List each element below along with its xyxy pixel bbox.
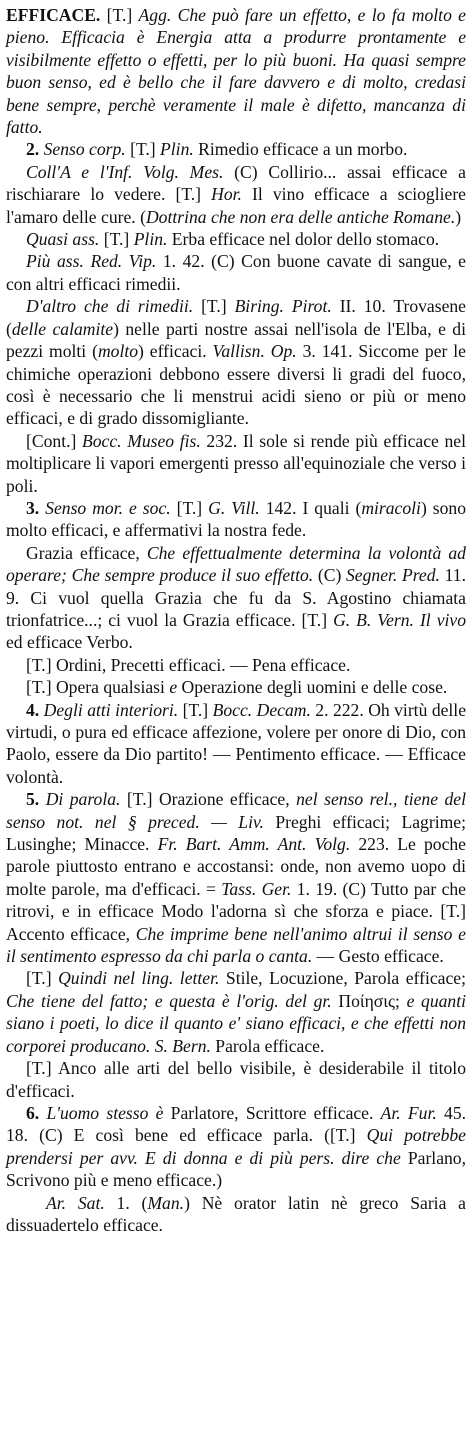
body-text: Parola efficace. [210, 1035, 325, 1056]
italic-text: Coll'A e l'Inf. Volg. Mes. [26, 161, 224, 182]
entry-paragraph [6, 654, 466, 676]
italic-text: Di parola. [45, 789, 121, 810]
entry-paragraph [6, 138, 466, 160]
body-text: Stile, Locuzione, Parola efficace; [219, 968, 466, 989]
italic-text: Plin. [160, 139, 194, 160]
sense-number: EFFICACE. [6, 5, 101, 25]
italic-text: Dottrina che non era delle antiche Romane. [145, 206, 456, 227]
italic-text: e [169, 677, 178, 698]
sense-number: 5. [26, 789, 46, 810]
entry-paragraph [6, 228, 466, 250]
body-text: ) efficaci. [138, 341, 213, 362]
body-text: [T.] Ordini, Precetti efficaci. — Pena efficace. [26, 654, 351, 675]
italic-text: Tass. Ger. [221, 878, 292, 899]
entry-heading-paragraph [6, 4, 466, 138]
body-text: Rimedio efficace a un morbo. [193, 139, 408, 160]
italic-text: G. Vill. [208, 497, 260, 518]
body-text: [T.] [26, 968, 59, 989]
body-text: [T.] [100, 5, 139, 25]
body-text: [T.] [193, 296, 235, 317]
italic-text: Qui potrebbe prendersi per avv. E di donna e di più pers. dire che [6, 1125, 466, 1168]
italic-text: Segner. Pred. [346, 565, 440, 586]
entry-paragraph [6, 1057, 466, 1102]
entry-paragraph [6, 161, 466, 228]
body-text: Il vino efficace a sciogliere l'amaro delle cure. ( [6, 184, 466, 227]
body-text: ) nelle parti nostre assai nell'isola de l'Elba, e di pezzi molti ( [6, 318, 466, 362]
body-text: 2. 222. Oh virtù delle virtudi, o pura ed efficace affezione, volere per onore di Dio, con Paolo, essere da Dio partito! — Pentimento efficace. — Efficace volontà. [6, 699, 467, 787]
italic-text: delle calamite [11, 318, 114, 339]
body-text: 142. I quali ( [259, 497, 362, 518]
italic-text: Agg. Che può fare un effetto, e lo fa molto e pieno. [6, 5, 466, 48]
body-text: ) [455, 206, 462, 227]
body-text: Operazione degli uomini e delle cose. [177, 677, 448, 698]
italic-text: Degli atti interiori. [43, 699, 179, 720]
italic-text: miracoli [361, 497, 421, 518]
body-text: Preghi efficaci; Lagrime; Lusinghe; Minacce. [6, 811, 466, 855]
body-text: 232. Il sole si rende più efficace nel moltiplicare li vapori emergenti presso all'equinoziale che verso i poli. [6, 430, 466, 496]
body-text: 1. 19. (C) Tutto par che ritrovi, e in efficace Modo l'adorna sì che sforza e piace. [T.] Accento efficace, [6, 878, 466, 944]
italic-text: è Energia atta a produrre prontamente e visibilmente effetto o effetti, per lo più buoni. Ha quasi sempre buon senso, ed è bello che il fare davvero e di molto, credasi bene sempre, perchè veramente il male è difetto, mancanza di fatto. [6, 27, 467, 138]
body-text: [T.] Opera qualsiasi [26, 677, 170, 698]
sense-number: 2. [26, 139, 44, 160]
italic-text: Quindi nel ling. letter. [58, 968, 220, 989]
body-text: [T.] [99, 229, 134, 250]
italic-text: Quasi ass. [26, 229, 100, 250]
italic-text: Bocc. Decam. [212, 699, 311, 720]
body-text: ) Nè orator latin nè greco Saria a dissuadertelo efficace. [6, 1192, 466, 1235]
body-text: 1. ( [104, 1192, 148, 1213]
sense-number: 6. [26, 1102, 47, 1123]
entry-paragraph [6, 295, 466, 429]
sense-number: 3. [26, 497, 46, 518]
italic-text: Man. [147, 1192, 185, 1213]
body-text: Parlano, Scrivono più e meno efficace.) [6, 1147, 466, 1191]
entry-paragraph [6, 1102, 466, 1192]
italic-text: D'altro che di rimedii. [26, 296, 194, 317]
body-text: II. 10. Trovasene ( [6, 296, 466, 339]
entry-paragraph [6, 788, 466, 967]
body-text: [T.] Anco alle arti del bello visibile, è desiderabile il titolo d'efficaci. [6, 1058, 466, 1101]
entry-paragraph [6, 1192, 466, 1237]
body-text: 223. Le poche parole piuttosto entrano e accostansi: onde, non avemo uopo di molte parole, ma d'efficaci. = [6, 834, 466, 899]
body-text: 3. 141. Siccome per le chimiche operazioni debbono essere diversi li gradi del fuoco, così è necessario che li menstrui acidi sieno or più or meno efficaci, e di grado dissomigliante. [6, 341, 466, 429]
italic-text: Senso mor. e soc. [45, 497, 171, 518]
italic-text: Che effettualmente determina la volontà ad operare; Che sempre produce il suo effetto. [6, 542, 466, 586]
body-text: — Gesto efficace. [312, 946, 444, 967]
italic-text: Senso corp. [43, 139, 126, 160]
italic-text: molto [97, 341, 139, 362]
body-text: 45. 18. (C) E così bene ed efficace parla. ([T.] [6, 1102, 467, 1146]
italic-text: Bocc. Museo fis. [81, 430, 201, 451]
italic-text: L'uomo stesso è [46, 1102, 164, 1123]
italic-text: Ar. Sat. [46, 1192, 105, 1213]
italic-text: Ar. Fur. [380, 1102, 437, 1123]
body-text: 11. 9. Ci vuol quella Grazia che fu da S. Agostino chiamata trionfatrice...; ci vuol la Grazia efficace. [T.] [6, 565, 466, 630]
entry-paragraph [6, 250, 466, 295]
body-text: ed efficace Verbo. [6, 632, 133, 653]
italic-text: Che imprime bene nell'animo altrui il senso e il sentimento espresso da chi parla o canta. [6, 923, 466, 967]
body-text: [T.] [170, 497, 209, 518]
italic-text: Hor. [211, 184, 242, 205]
body-text: [T.] [125, 139, 161, 160]
italic-text: e quanti siano i poeti, lo dice il quanto e' siano efficaci, e che effetti non corporei producano. S. Bern. [6, 990, 467, 1056]
body-text: Erba efficace nel dolor dello stomaco. [167, 229, 440, 250]
italic-text: nel senso rel., tiene del senso not. nel § preced. — Liv. [6, 789, 467, 832]
body-text: Parlatore, Scrittore efficace. [163, 1102, 381, 1123]
sense-number: 4. [26, 699, 44, 720]
italic-text: Biring. Pirot. [234, 296, 332, 317]
entry-paragraph [6, 967, 466, 1057]
body-text: 1. 42. (C) Con buone cavate di sangue, e con altri efficaci rimedii. [6, 251, 466, 294]
body-text: Grazia efficace, [26, 542, 147, 563]
body-text: (C) [313, 565, 346, 586]
entry-paragraph [6, 542, 466, 654]
italic-text: Efficacia [49, 27, 137, 48]
body-text: Ποίησις; [331, 990, 407, 1011]
entry-paragraph [6, 699, 466, 789]
italic-text: Che tiene del fatto; e questa è l'orig. del gr. [6, 990, 332, 1011]
italic-text: Più ass. Red. Vip. [26, 251, 157, 272]
body-text: [T.] [178, 699, 213, 720]
entry-paragraph [6, 430, 466, 497]
italic-text: Fr. Bart. Amm. Ant. Volg. [157, 834, 351, 855]
body-text: (C) Collirio... assai efficace a rischiarare lo vedere. [T.] [6, 161, 466, 205]
italic-text: G. B. Vern. Il vivo [333, 609, 466, 630]
italic-text: Vallisn. Op. [212, 341, 297, 362]
body-text: [Cont.] [26, 430, 82, 451]
body-text: [T.] Orazione efficace, [120, 789, 297, 810]
entry-paragraph [6, 497, 466, 542]
entry-paragraph [6, 676, 466, 698]
body-text: ) sono molto efficaci, e affermativi la nostra fede. [6, 497, 467, 541]
italic-text: Plin. [133, 229, 168, 250]
